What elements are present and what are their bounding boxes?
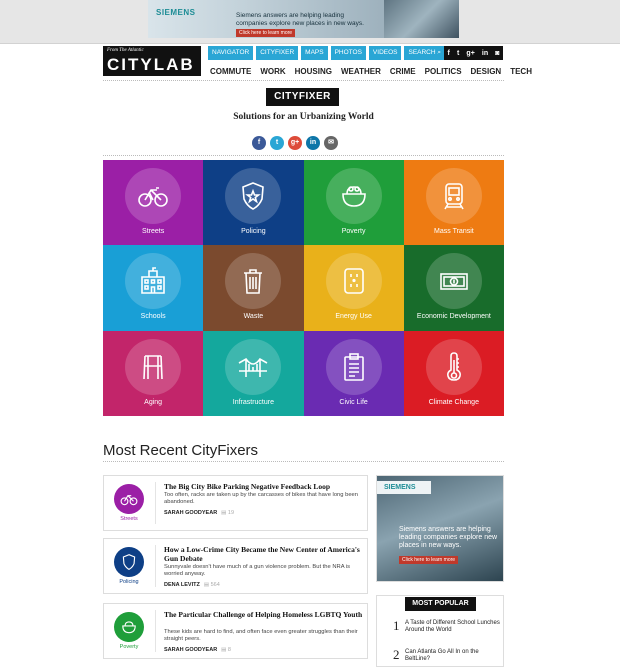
topic-tile-climate-change[interactable] bbox=[404, 331, 504, 416]
card-divider bbox=[155, 482, 156, 524]
article-category[interactable]: Policing bbox=[119, 579, 139, 585]
share-facebook-icon[interactable]: f bbox=[252, 136, 266, 150]
topic-label: Climate Change bbox=[428, 398, 479, 406]
nav-cityfixer[interactable]: CITYFIXER bbox=[256, 46, 298, 60]
article-dek: Too often, racks are taken up by the carcasses of bikes that have long been abandoned. bbox=[164, 492, 358, 505]
ad-brand: SIEMENS bbox=[156, 8, 196, 17]
comment-number: 564 bbox=[210, 582, 220, 588]
topic-label: Mass Transit bbox=[434, 228, 474, 235]
topic-label: Aging bbox=[144, 398, 163, 406]
article-byline bbox=[164, 647, 231, 653]
bicycle-icon bbox=[125, 168, 181, 224]
purse-icon bbox=[114, 612, 144, 642]
topic-label: Energy Use bbox=[335, 313, 372, 321]
train-icon bbox=[426, 168, 482, 224]
popular-title[interactable]: A Taste of Different School Lunches Around the World bbox=[405, 620, 500, 633]
comment-count[interactable]: ▤ 564 bbox=[203, 582, 220, 588]
article-author[interactable]: SARAH GOODYEAR bbox=[164, 510, 218, 516]
linkedin-icon[interactable]: in bbox=[481, 49, 489, 57]
comment-count[interactable]: ▤ 8 bbox=[221, 647, 231, 653]
top-nav bbox=[208, 46, 445, 60]
topic-grid bbox=[103, 160, 504, 416]
comment-number: 8 bbox=[227, 647, 231, 653]
cat-crime[interactable]: CRIME bbox=[389, 67, 416, 76]
cat-work[interactable]: WORK bbox=[260, 67, 286, 76]
article-title[interactable]: How a Low-Crime City Became the New Center of America's Gun Debate bbox=[164, 545, 360, 563]
topic-tile-mass-transit[interactable] bbox=[404, 160, 504, 245]
cat-weather[interactable]: WEATHER bbox=[341, 67, 381, 76]
topic-tile-civic-life[interactable] bbox=[304, 331, 404, 416]
ad-cta[interactable]: Click here to learn more bbox=[236, 29, 295, 37]
share-buttons bbox=[252, 136, 338, 150]
logo-tagline: From The Atlantic bbox=[107, 48, 144, 53]
nav-search[interactable] bbox=[404, 46, 445, 60]
popular-rank: 2 bbox=[393, 647, 400, 662]
topic-tile-waste[interactable] bbox=[203, 245, 303, 330]
article-category[interactable]: Streets bbox=[120, 516, 138, 522]
topic-label: Policing bbox=[241, 228, 266, 235]
topic-tile-aging[interactable] bbox=[103, 331, 203, 416]
comment-number: 19 bbox=[227, 510, 235, 516]
topic-tile-economic-development[interactable] bbox=[404, 245, 504, 330]
article-card[interactable] bbox=[103, 603, 368, 659]
share-google-plus-icon[interactable]: g+ bbox=[288, 136, 302, 150]
sidebar-ad[interactable] bbox=[376, 475, 504, 582]
section-tagline: Solutions for an Urbanizing World bbox=[233, 112, 374, 122]
article-byline bbox=[164, 582, 220, 588]
share-linkedin-icon[interactable]: in bbox=[306, 136, 320, 150]
facebook-icon[interactable]: f bbox=[447, 49, 450, 57]
sidebar-ad-cta[interactable]: Click here to learn more bbox=[399, 556, 458, 564]
topic-tile-infrastructure[interactable] bbox=[203, 331, 303, 416]
popular-title[interactable]: Can Atlanta Go All In on the BeltLine? bbox=[405, 649, 479, 662]
topic-label: Streets bbox=[142, 228, 165, 235]
topic-label: Economic Development bbox=[416, 313, 491, 321]
thermometer-icon bbox=[426, 339, 482, 395]
search-icon: ⌕ bbox=[437, 49, 442, 56]
category-nav bbox=[210, 67, 532, 76]
popular-rank: 1 bbox=[393, 618, 400, 633]
cat-design[interactable]: DESIGN bbox=[470, 67, 502, 76]
bicycle-icon bbox=[114, 484, 144, 514]
article-author[interactable]: SARAH GOODYEAR bbox=[164, 647, 218, 653]
article-dek: These kids are hard to find, and often face even greater struggles than their straight peers. bbox=[164, 629, 358, 642]
outlet-icon bbox=[326, 253, 382, 309]
most-popular bbox=[376, 595, 504, 667]
article-card[interactable] bbox=[103, 538, 368, 594]
ad-photo bbox=[384, 0, 459, 38]
sidebar-ad-brand: SIEMENS bbox=[377, 481, 431, 494]
nav-photos[interactable]: PHOTOS bbox=[331, 46, 366, 60]
walker-icon bbox=[125, 339, 181, 395]
cat-commute[interactable]: COMMUTE bbox=[210, 67, 252, 76]
most-popular-heading: MOST POPULAR bbox=[405, 597, 476, 611]
topic-label: Schools bbox=[140, 313, 166, 321]
rss-icon[interactable]: ◙ bbox=[495, 49, 500, 57]
social-links bbox=[444, 46, 503, 60]
topic-label: Infrastructure bbox=[232, 398, 274, 406]
article-dek: Sunnyvale doesn't have much of a gun violence problem. But the NRA is worried anyway. bbox=[164, 564, 351, 577]
google-plus-icon[interactable]: g+ bbox=[466, 49, 475, 57]
ad-copy: Siemens answers are helping leading companies explore new places in new ways. bbox=[236, 12, 364, 27]
topic-tile-poverty[interactable] bbox=[304, 160, 404, 245]
card-divider bbox=[155, 610, 156, 652]
comment-count[interactable]: ▤ 19 bbox=[221, 510, 235, 516]
divider bbox=[103, 155, 504, 156]
divider bbox=[103, 461, 504, 462]
topic-label: Poverty bbox=[341, 228, 366, 235]
article-byline bbox=[164, 510, 234, 516]
twitter-icon[interactable]: t bbox=[456, 49, 460, 57]
top-ad-bar bbox=[0, 0, 620, 44]
purse-icon bbox=[326, 168, 382, 224]
topic-tile-energy-use[interactable] bbox=[304, 245, 404, 330]
cat-housing[interactable]: HOUSING bbox=[294, 67, 332, 76]
top-ad-banner[interactable] bbox=[148, 0, 459, 38]
logo-name: CITYLAB bbox=[107, 55, 195, 74]
recent-heading: Most Recent CityFixers bbox=[103, 442, 259, 459]
citylab-logo[interactable] bbox=[103, 46, 201, 76]
topic-label: Waste bbox=[243, 313, 264, 321]
clipboard-icon bbox=[326, 339, 382, 395]
badge-icon bbox=[225, 168, 281, 224]
article-category[interactable]: Poverty bbox=[119, 644, 139, 650]
school-icon bbox=[125, 253, 181, 309]
nav-videos[interactable]: VIDEOS bbox=[369, 46, 402, 60]
share-twitter-icon[interactable]: t bbox=[270, 136, 284, 150]
nav-navigator[interactable]: NAVIGATOR bbox=[208, 46, 253, 60]
search-label: SEARCH bbox=[408, 49, 436, 56]
nav-maps[interactable]: MAPS bbox=[301, 46, 327, 60]
topic-tile-policing[interactable] bbox=[203, 160, 303, 245]
section-badge: CITYFIXER bbox=[266, 88, 339, 106]
cat-politics[interactable]: POLITICS bbox=[424, 67, 462, 76]
trash-can-icon bbox=[225, 253, 281, 309]
share-email-icon[interactable]: ✉ bbox=[324, 136, 338, 150]
dollar-bill-icon bbox=[426, 253, 482, 309]
sidebar-ad-copy: Siemens answers are helping leading companies explore new places in new ways. bbox=[399, 526, 498, 549]
divider bbox=[103, 80, 504, 81]
article-author[interactable]: DENA LEVITZ bbox=[164, 582, 200, 588]
badge-icon bbox=[114, 547, 144, 577]
article-title[interactable]: The Particular Challenge of Helping Homeless LGBTQ Youth bbox=[164, 610, 363, 619]
article-card[interactable] bbox=[103, 475, 368, 531]
article-title[interactable]: The Big City Bike Parking Negative Feedback Loop bbox=[164, 482, 331, 491]
topic-tile-streets[interactable] bbox=[103, 160, 203, 245]
topic-label: Civic Life bbox=[339, 398, 368, 406]
card-divider bbox=[155, 545, 156, 587]
topic-tile-schools[interactable] bbox=[103, 245, 203, 330]
cat-tech[interactable]: TECH bbox=[510, 67, 532, 76]
bridge-icon bbox=[225, 339, 281, 395]
